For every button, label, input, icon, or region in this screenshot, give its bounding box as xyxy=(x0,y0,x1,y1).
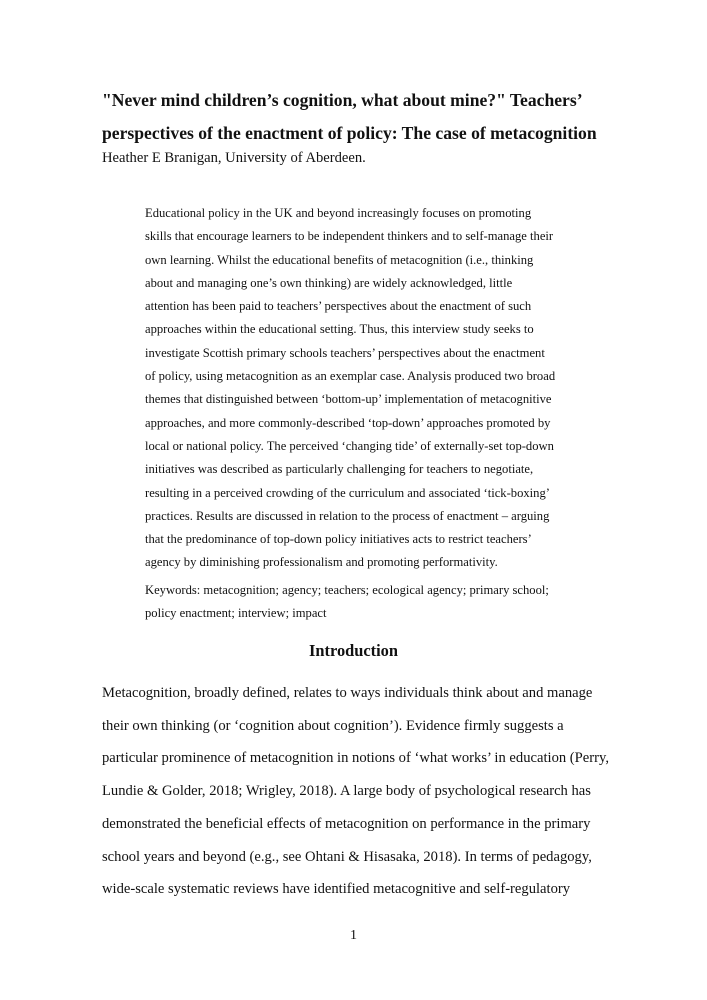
abstract-line: that the predominance of top-down policy initiatives acts to restrict teachers’ xyxy=(145,532,532,547)
abstract-line: agency by diminishing professionalism and promoting performativity. xyxy=(145,555,498,570)
author-affiliation: Heather E Branigan, University of Aberdeen. xyxy=(102,150,366,166)
introduction-paragraph xyxy=(102,677,607,906)
introduction-heading: Introduction xyxy=(309,641,398,660)
abstract-line: resulting in a perceived crowding of the curriculum and associated ‘tick-boxing’ xyxy=(145,485,550,500)
abstract-line: initiatives was described as particularly challenging for teachers to negotiate, xyxy=(145,462,534,477)
body-line: Metacognition, broadly defined, relates to ways individuals think about and manage xyxy=(102,685,593,701)
body-line: demonstrated the beneficial effects of metacognition on performance in the primary xyxy=(102,815,591,832)
body-line: Lundie & Golder, 2018; Wrigley, 2018). A large body of psychological research has xyxy=(102,783,591,800)
title-line: "Never mind children’s cognition, what about mine?" Teachers’ xyxy=(102,90,583,110)
abstract-line: about and managing one’s own thinking) are widely acknowledged, little xyxy=(145,275,513,290)
body-line: their own thinking (or ‘cognition about cognition’). Evidence firmly suggests a xyxy=(102,717,564,734)
abstract-line: Educational policy in the UK and beyond increasingly focuses on promoting xyxy=(145,206,532,220)
paper-title xyxy=(102,84,622,150)
keywords-line: policy enactment; interview; impact xyxy=(145,606,327,620)
keywords xyxy=(145,579,585,625)
abstract-line: approaches, and more commonly-described ‘top-down’ approaches promoted by xyxy=(145,415,551,430)
abstract-line: approaches within the educational setting. Thus, this interview study seeks to xyxy=(145,322,534,337)
abstract-line: themes that distinguished between ‘bottom-up’ implementation of metacognitive xyxy=(145,392,552,407)
body-line: wide-scale systematic reviews have identified metacognitive and self-regulatory xyxy=(102,881,571,898)
title-line: perspectives of the enactment of policy: The case of metacognition xyxy=(102,123,597,143)
abstract-line: investigate Scottish primary schools teachers’ perspectives about the enactment xyxy=(145,345,545,360)
body-line: particular prominence of metacognition in notions of ‘what works’ in education (Perry, xyxy=(102,750,609,767)
abstract-line: local or national policy. The perceived ‘changing tide’ of externally-set top-down xyxy=(145,438,554,453)
abstract-line: attention has been paid to teachers’ perspectives about the enactment of such xyxy=(145,299,532,314)
abstract-line: own learning. Whilst the educational benefits of metacognition (i.e., thinking xyxy=(145,252,534,267)
abstract-line: practices. Results are discussed in relation to the process of enactment – arguing xyxy=(145,508,550,523)
abstract xyxy=(145,202,585,575)
body-line: school years and beyond (e.g., see Ohtani & Hisasaka, 2018). In terms of pedagogy, xyxy=(102,848,592,865)
abstract-line: of policy, using metacognition as an exemplar case. Analysis produced two broad xyxy=(145,369,556,384)
page-number: 1 xyxy=(350,928,357,943)
abstract-line: skills that encourage learners to be independent thinkers and to self-manage their xyxy=(145,229,554,244)
keywords-line: Keywords: metacognition; agency; teachers; ecological agency; primary school; xyxy=(145,583,549,597)
